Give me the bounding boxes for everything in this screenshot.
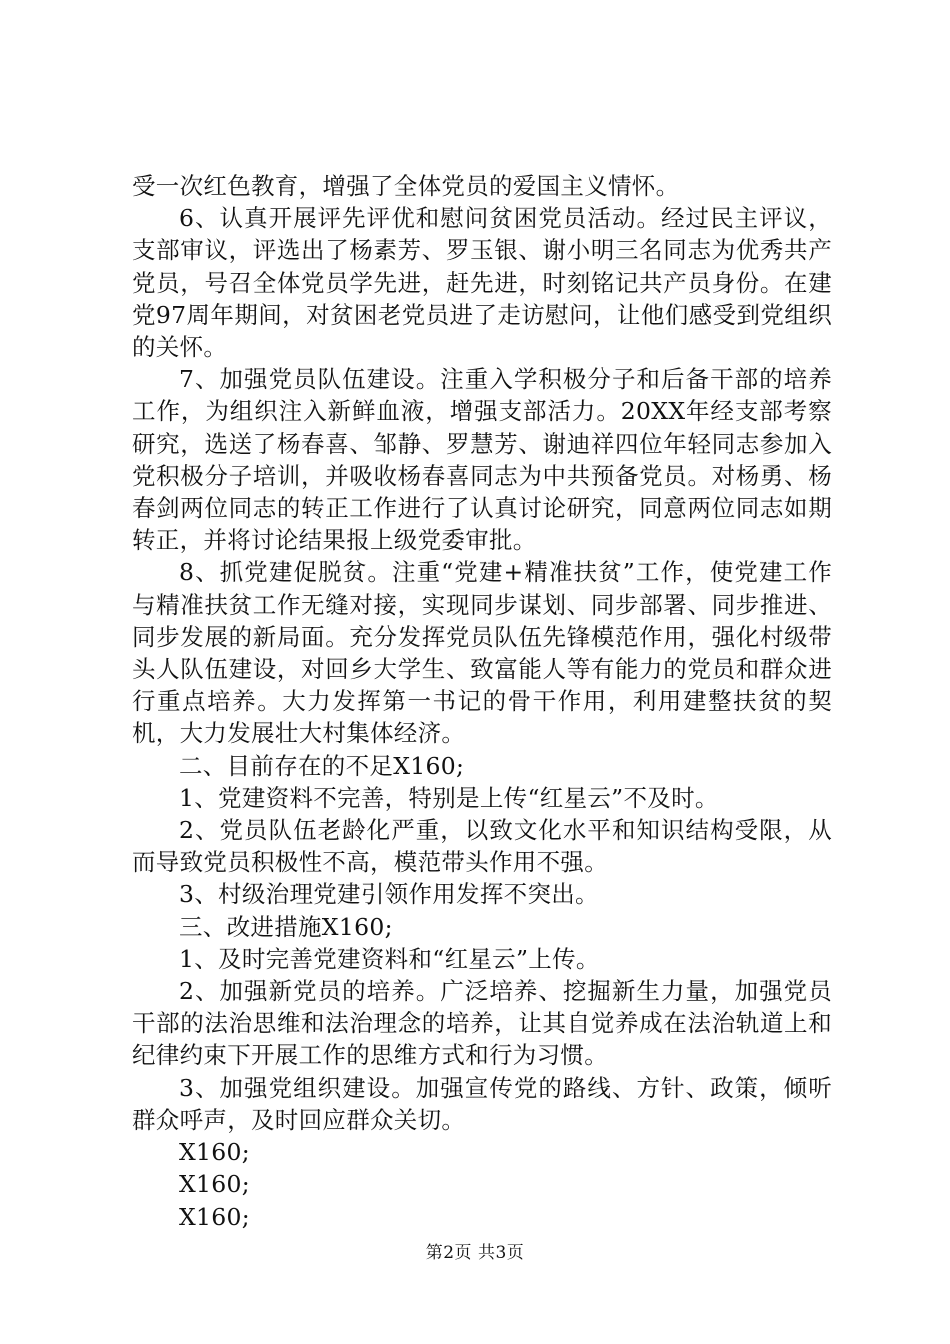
paragraph: 7、加强党员队伍建设。注重入学积极分子和后备干部的培养工作，为组织注入新鲜血液，增强支部活力。20XX年经支部考察研究，选送了杨春喜、邹静、罗慧芳、谢迪祥四位年轻同志参加入党积极分子培训，并吸收杨春喜同志为中共预备党员。对杨勇、杨春剑两位同志的转正工作进行了认真讨论研究，同意两位同志如期转正，并将讨论结果报上级党委审批。 — [132, 365, 832, 555]
paragraph: 6、认真开展评先评优和慰问贫困党员活动。经过民主评议，支部审议，评选出了杨素芳、罗玉银、谢小明三名同志为优秀共产党员，号召全体党员学先进，赶先进，时刻铭记共产员身份。在建党97周年期间，对贫困老党员进了走访慰问，让他们感受到党组织的关怀。 — [132, 204, 832, 362]
paragraph: 3、村级治理党建引领作用发挥不突出。 — [179, 880, 599, 909]
section-heading: 二、目前存在的不足X160; — [179, 751, 465, 780]
paragraph: X160; — [179, 1170, 251, 1199]
paragraph: 1、党建资料不完善，特别是上传“红星云”不及时。 — [179, 783, 719, 812]
page-number: 第2页 共3页 — [425, 1243, 525, 1263]
page-footer — [0, 1242, 950, 1264]
section-heading: 三、改进措施X160; — [179, 912, 393, 941]
paragraph: X160; — [179, 1138, 251, 1167]
paragraph: 1、及时完善党建资料和“红星云”上传。 — [179, 944, 600, 973]
paragraph: 2、加强新党员的培养。广泛培养、挖掘新生力量，加强党员干部的法治思维和法治理念的培养，让其自觉养成在法治轨道上和纪律约束下开展工作的思维方式和行为习惯。 — [132, 977, 832, 1070]
paragraph: 3、加强党组织建设。加强宣传党的路线、方针、政策，倾听群众呼声，及时回应群众关切。 — [132, 1073, 832, 1134]
paragraph: 受一次红色教育，增强了全体党员的爱国主义情怀。 — [132, 172, 680, 200]
paragraph: 8、抓党建促脱贫。注重“党建+精准扶贫”工作，使党建工作与精准扶贫工作无缝对接，实现同步谋划、同步部署、同步推进、同步发展的新局面。充分发挥党员队伍先锋模范作用，强化村级带头人队伍建设，对回乡大学生、致富能人等有能力的党员和群众进行重点培养。大力发挥第一书记的骨干作用，利用建整扶贫的契机，大力发展壮大村集体经济。 — [132, 558, 832, 748]
document-body — [132, 170, 832, 1233]
paragraph: 2、党员队伍老龄化严重，以致文化水平和知识结构受限，从而导致党员积极性不高，模范带头作用不强。 — [132, 816, 832, 877]
paragraph: X160; — [179, 1202, 251, 1231]
